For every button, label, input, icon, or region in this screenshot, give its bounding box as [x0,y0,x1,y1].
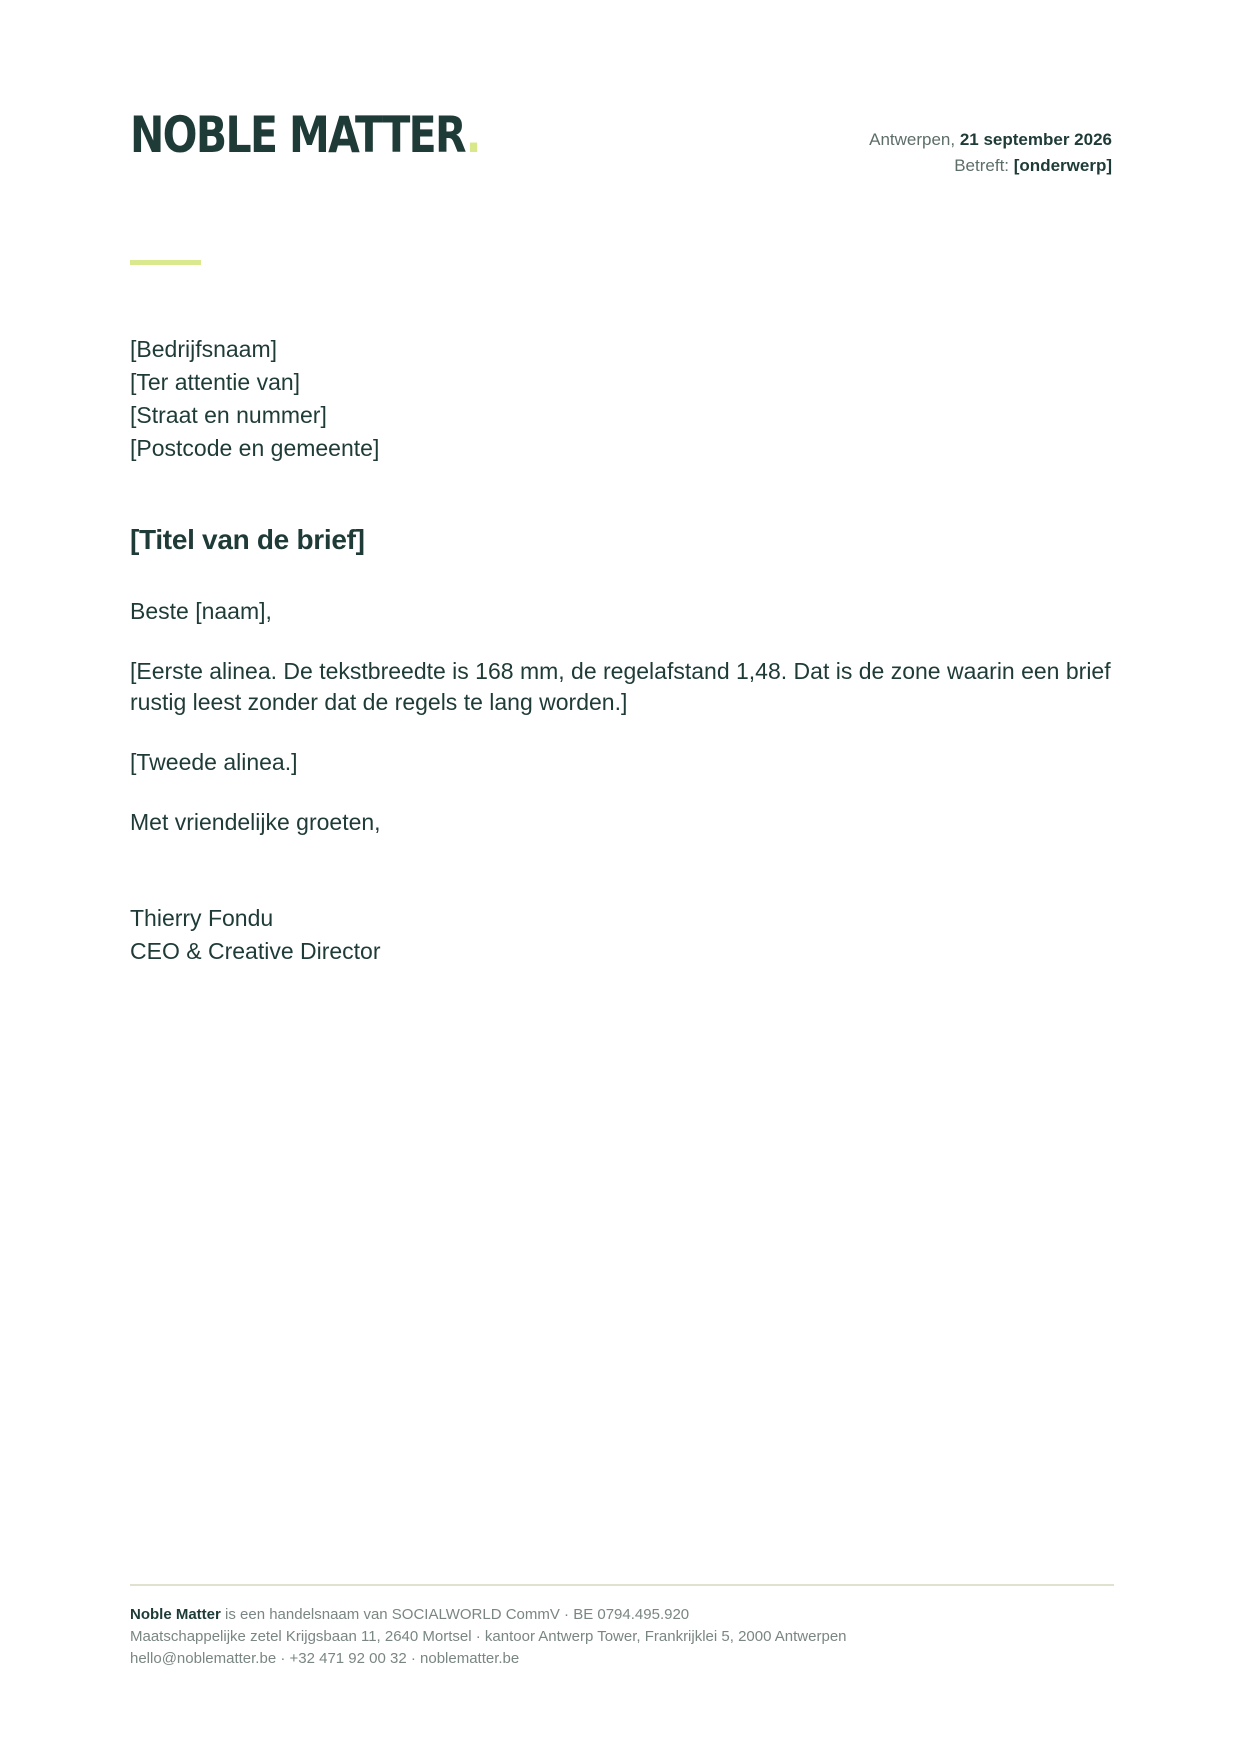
subject-value: [onderwerp] [1013,156,1112,175]
subject-line [869,153,1112,179]
footer [130,1604,847,1670]
address-street: [Straat en nummer] [130,402,327,428]
footer-legal: is een handelsnaam van SOCIALWORLD CommV · BE 0794.495.920 [220,1606,690,1623]
paragraph-2: [Tweede alinea.] [130,749,298,775]
subject-label: Betreft: [954,156,1010,175]
recipient-address [130,333,379,465]
signer-role: CEO & Creative Director [130,938,381,964]
footer-line-3: hello@noblematter.be · +32 471 92 00 32 · noblematter.be [130,1650,520,1667]
signer-name: Thierry Fondu [130,905,274,931]
address-attention: [Ter attentie van] [130,369,301,395]
footer-line-1 [130,1604,847,1626]
letter-date: 21 september 2026 [959,130,1112,149]
address-company: [Bedrijfsnaam] [130,336,278,362]
place-label: Antwerpen, [869,130,956,149]
footer-line-2: Maatschappelijke zetel Krijgsbaan 11, 2640 Mortsel · kantoor Antwerp Tower, Frankrijklei 5, 2000 Antwerpen [130,1628,847,1645]
letter-title: [Titel van de brief] [130,524,365,555]
paragraph-1: [Eerste alinea. De tekstbreedte is 168 mm, de regelafstand 1,48. Dat is de zone waarin een brief rustig leest zonder dat de regels te lang worden.] [130,658,1111,715]
date-line [869,127,1112,153]
closing: Met vriendelijke groeten, [130,809,381,835]
accent-divider [130,260,201,265]
footer-company: Noble Matter [130,1606,221,1623]
letter-body [130,596,1120,867]
salutation: Beste [naam], [130,598,272,624]
letter-meta [869,127,1112,179]
logo-dot: . [465,106,480,164]
company-logo [130,106,480,164]
address-postcode: [Postcode en gemeente] [130,435,380,461]
logo-text: NOBLE MATTER [130,106,466,164]
footer-divider [130,1584,1114,1586]
signature-block [130,902,381,968]
